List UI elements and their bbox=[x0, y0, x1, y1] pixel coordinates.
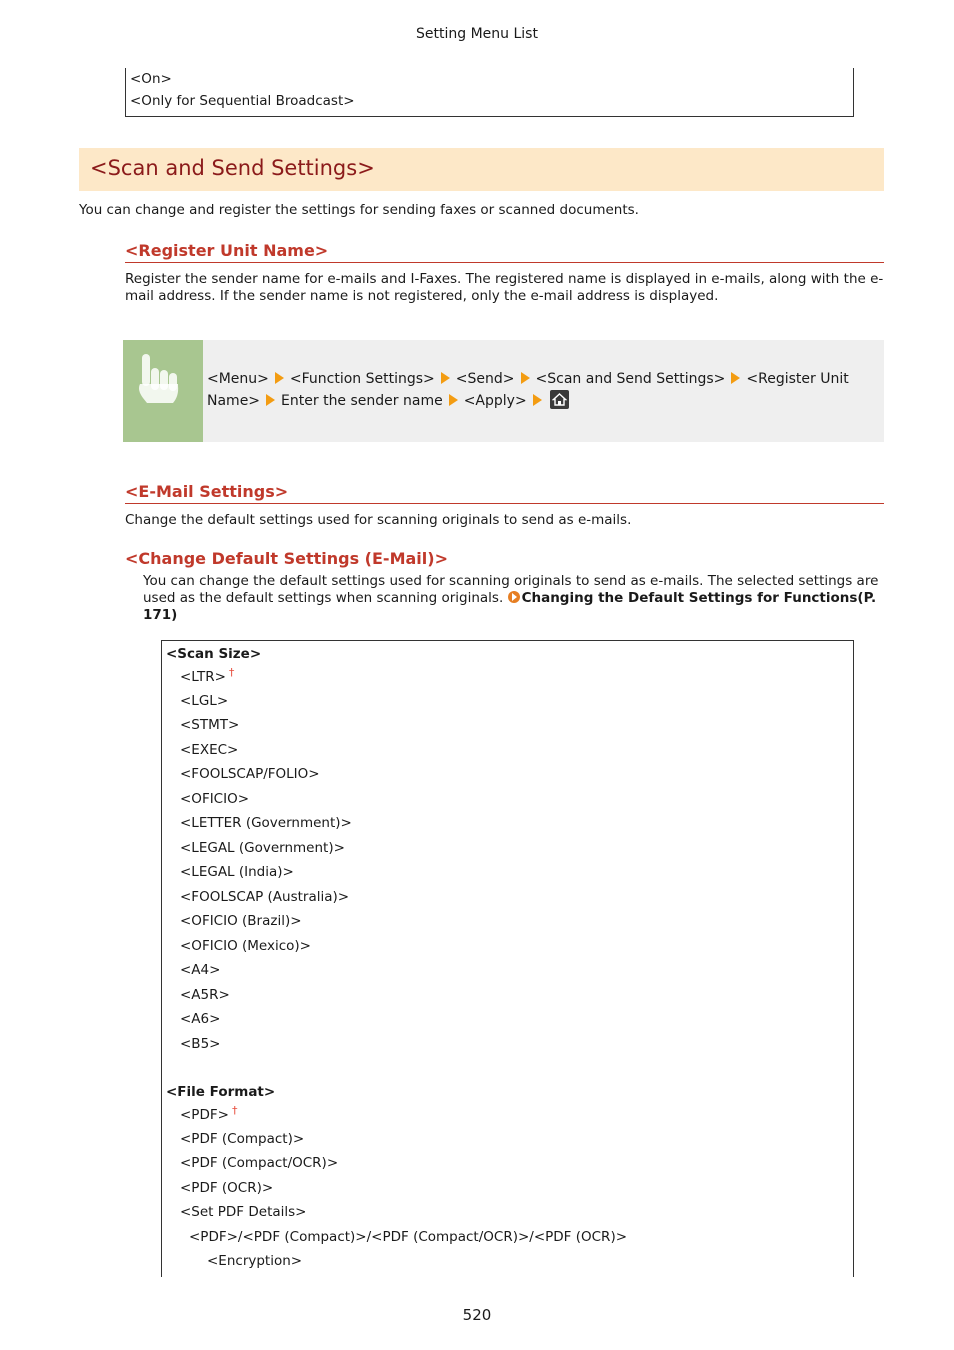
step-function-settings: <Function Settings> bbox=[289, 371, 435, 387]
scan-size-option: <B5> bbox=[180, 1036, 221, 1052]
email-settings-description: Change the default settings used for scanning originals to send as e-mails. bbox=[125, 512, 632, 528]
settings-list-box bbox=[161, 640, 854, 1277]
change-default-text: You can change the default settings used for scanning originals to send as e-mails. The selected settings are used as the default settings when scanning originals. bbox=[143, 573, 879, 606]
arrow-right-icon bbox=[521, 372, 530, 384]
default-marker: † bbox=[228, 666, 235, 679]
arrow-right-icon bbox=[449, 394, 458, 406]
step-apply: <Apply> bbox=[463, 393, 527, 409]
register-unit-name-heading: <Register Unit Name> bbox=[125, 241, 884, 263]
scan-size-option: <LEGAL (Government)> bbox=[180, 840, 345, 856]
changing-default-settings-link[interactable]: Changing the Default Settings for Functions(P. 171) bbox=[143, 590, 877, 623]
pdf-details-sub-option: <PDF>/<PDF (Compact)>/<PDF (Compact/OCR)>/<PDF (OCR)> bbox=[189, 1229, 628, 1245]
step-enter-sender-name: Enter the sender name bbox=[281, 393, 443, 409]
scan-size-option: <LTR> † bbox=[180, 666, 235, 685]
arrow-right-icon bbox=[441, 372, 450, 384]
scan-size-title: <Scan Size> bbox=[166, 646, 262, 662]
page-number: 520 bbox=[462, 1306, 492, 1324]
previous-settings-box bbox=[125, 68, 854, 117]
file-format-title: <File Format> bbox=[166, 1084, 276, 1100]
scan-size-option: <EXEC> bbox=[180, 742, 239, 758]
scan-size-option: <STMT> bbox=[180, 717, 240, 733]
running-header: Setting Menu List bbox=[416, 26, 538, 42]
section-banner bbox=[79, 148, 884, 191]
step-register-unit-name: <Register Unit Name> bbox=[207, 371, 849, 409]
change-default-settings-heading: <Change Default Settings (E-Mail)> bbox=[125, 549, 448, 568]
scan-size-option: <FOOLSCAP/FOLIO> bbox=[180, 766, 320, 782]
file-format-option: <PDF (Compact)> bbox=[180, 1131, 305, 1147]
scan-size-option: <A5R> bbox=[180, 987, 230, 1003]
scan-size-option: <LGL> bbox=[180, 693, 229, 709]
home-icon bbox=[550, 390, 569, 409]
register-unit-name-description: Register the sender name for e-mails and I-Faxes. The registered name is displayed in e-mails, along with the e-mail address. If the sender name is not registered, only the e-mail address is displayed. bbox=[125, 271, 884, 304]
arrow-right-icon bbox=[266, 394, 275, 406]
scan-size-option: <OFICIO (Brazil)> bbox=[180, 913, 302, 929]
setting-option: <On> bbox=[130, 71, 172, 87]
file-format-option: <Set PDF Details> bbox=[180, 1204, 307, 1220]
arrow-right-icon bbox=[533, 394, 542, 406]
scan-size-option: <OFICIO> bbox=[180, 791, 250, 807]
tap-hand-icon bbox=[123, 340, 203, 442]
operation-steps bbox=[207, 368, 867, 412]
scan-size-option: <FOOLSCAP (Australia)> bbox=[180, 889, 350, 905]
link-arrow-icon bbox=[508, 591, 520, 603]
operation-steps-box bbox=[123, 340, 884, 442]
file-format-option: <PDF (Compact/OCR)> bbox=[180, 1155, 339, 1171]
step-menu: <Menu> bbox=[207, 371, 269, 387]
arrow-right-icon bbox=[275, 372, 284, 384]
scan-size-option: <LEGAL (India)> bbox=[180, 864, 294, 880]
step-scan-and-send-settings: <Scan and Send Settings> bbox=[535, 371, 726, 387]
file-format-option: <PDF> † bbox=[180, 1104, 238, 1123]
scan-size-option: <A6> bbox=[180, 1011, 221, 1027]
scan-size-option: <A4> bbox=[180, 962, 221, 978]
change-default-settings-description bbox=[143, 573, 883, 624]
email-settings-heading: <E-Mail Settings> bbox=[125, 482, 884, 504]
scan-size-option: <LETTER (Government)> bbox=[180, 815, 352, 831]
default-marker: † bbox=[231, 1104, 238, 1117]
section-intro: You can change and register the settings for sending faxes or scanned documents. bbox=[79, 202, 639, 218]
setting-option: <Only for Sequential Broadcast> bbox=[130, 93, 355, 109]
step-send: <Send> bbox=[455, 371, 515, 387]
arrow-right-icon bbox=[731, 372, 740, 384]
encryption-option: <Encryption> bbox=[207, 1253, 303, 1269]
file-format-option: <PDF (OCR)> bbox=[180, 1180, 274, 1196]
scan-size-option: <OFICIO (Mexico)> bbox=[180, 938, 311, 954]
section-title: <Scan and Send Settings> bbox=[90, 156, 375, 180]
